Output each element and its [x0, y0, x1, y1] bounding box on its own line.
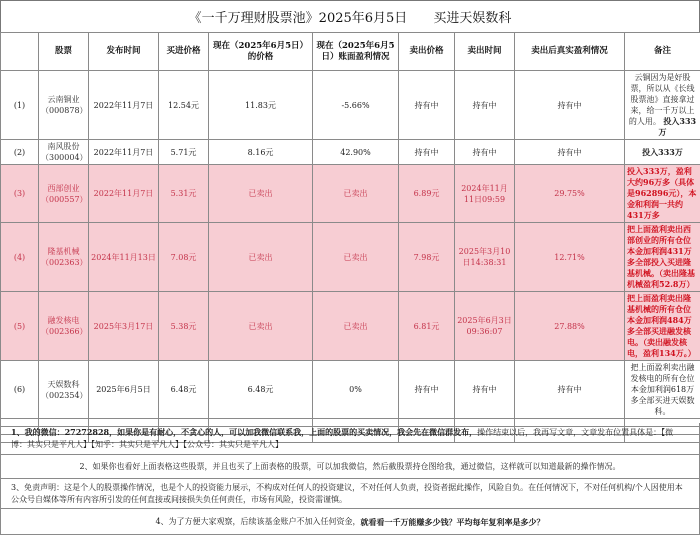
note1-group: 上面的股票的买卖情况，我会先在微信群发布，	[309, 427, 478, 437]
sell-time: 持有中	[455, 71, 515, 140]
book-profit: 0%	[313, 361, 399, 419]
row-index: (1)	[1, 71, 39, 140]
remark-text: 云铜因为是好股票，所以从《长线股票池》直接拿过来，给一千万以上的人用。	[628, 73, 695, 126]
buy-price: 5.71元	[159, 140, 209, 165]
header-remarks: 备注	[625, 33, 700, 71]
footer-note-4	[0, 509, 700, 535]
real-profit: 持有中	[515, 361, 625, 419]
header-publish-time: 发布时间	[89, 33, 159, 71]
note2-text: 2、如果你也看好上面表格这些股票，并且也买了上面表格的股票，可以加我微信，然后截股票持仓图给我，通过微信，这样就可以知道最新的操作情况。	[79, 461, 621, 471]
row-index: (5)	[1, 292, 39, 361]
header-sell-time: 卖出时间	[455, 33, 515, 71]
publish-time: 2025年6月5日	[89, 361, 159, 419]
sell-time: 持有中	[455, 140, 515, 165]
remark-cell: 把上面盈利卖出西部创业的所有仓位本金加利润431万多全部投入买进隆基机械。（卖出隆基机械盈利52.8万）	[625, 223, 700, 292]
buy-price: 5.38元	[159, 292, 209, 361]
header-real-profit: 卖出后真实盈利情况	[515, 33, 625, 71]
table-row	[1, 140, 700, 165]
current-price: 8.16元	[209, 140, 313, 165]
stock-name: 融发核电	[47, 316, 80, 325]
publish-time: 2022年11月7日	[89, 140, 159, 165]
sell-time: 2025年3月10日14:38:31	[455, 223, 515, 292]
header-stock: 股票	[39, 33, 89, 71]
row-index: (6)	[1, 361, 39, 419]
book-profit: 已卖出	[313, 223, 399, 292]
header-index	[1, 33, 39, 71]
header-sell-price: 卖出价格	[399, 33, 455, 71]
stock-cell	[39, 140, 89, 165]
sell-price: 持有中	[399, 140, 455, 165]
current-price: 6.48元	[209, 361, 313, 419]
sell-price: 6.89元	[399, 165, 455, 223]
note4-text-b: 就看看一千万能赚多少钱？平均每年复利率是多少？	[360, 516, 545, 527]
publish-time: 2022年11月7日	[89, 165, 159, 223]
title-sub: 买进天娱数科	[433, 11, 512, 26]
stock-cell	[39, 223, 89, 292]
note4-text-a: 4、为了方便大家观察，后续该基金账户不加入任何资金，	[155, 516, 361, 526]
row-index: (3)	[1, 165, 39, 223]
sell-time: 2025年6月3日09:36:07	[455, 292, 515, 361]
real-profit: 12.71%	[515, 223, 625, 292]
real-profit: 持有中	[515, 140, 625, 165]
table-row	[1, 292, 700, 361]
note1-platforms: 操作结束以后，我再写文章，文章发布位置具体是：【微博：其实只是平凡人】【知乎：其实只是平凡人】【公众号：其实只是平凡人】	[11, 428, 674, 449]
header-buy-price: 买进价格	[159, 33, 209, 71]
table-row	[1, 361, 700, 419]
remark-amount: 投入333万	[658, 116, 697, 137]
book-profit: -5.66%	[313, 71, 399, 140]
stock-code: （002366）	[41, 327, 88, 336]
remark-cell	[625, 71, 700, 140]
sell-price: 持有中	[399, 361, 455, 419]
stock-name: 云南铜业	[47, 95, 80, 104]
real-profit: 29.75%	[515, 165, 625, 223]
stock-name: 天娱数科	[47, 379, 80, 389]
title-main: 《一千万理财股票池》2025年6月5日	[188, 11, 408, 26]
buy-price: 7.08元	[159, 223, 209, 292]
table-row	[1, 223, 700, 292]
stock-name: 隆基机械	[47, 247, 80, 256]
buy-price: 6.48元	[159, 361, 209, 419]
book-profit: 42.90%	[313, 140, 399, 165]
row-index: (2)	[1, 140, 39, 165]
header-current-price: 现在（2025年6月5日）的价格	[209, 33, 313, 71]
stock-code: （002363）	[41, 258, 88, 267]
book-profit: 已卖出	[313, 292, 399, 361]
sell-price: 7.98元	[399, 223, 455, 292]
sell-price: 持有中	[399, 71, 455, 140]
buy-price: 5.31元	[159, 165, 209, 223]
remark-cell: 把上面盈利卖出融发核电的所有仓位本金加利润618万多全部买进天娱数科。	[625, 361, 700, 419]
current-price: 11.83元	[209, 71, 313, 140]
sell-price: 6.81元	[399, 292, 455, 361]
remark-amount: 投入333万	[642, 146, 683, 157]
stock-cell	[39, 361, 89, 419]
table-header-row	[1, 33, 700, 71]
book-profit: 已卖出	[313, 165, 399, 223]
current-price: 已卖出	[209, 223, 313, 292]
sell-time: 2024年11月11日09:59	[455, 165, 515, 223]
footer-note-2	[0, 455, 700, 479]
stock-cell	[39, 292, 89, 361]
stock-code: （300004）	[41, 153, 88, 162]
note3-disclaimer: 3、免责声明：这是个人的股票操作情况，也是个人的投资能力展示，不构成对任何人的投资建议，不对任何人负责，投资者据此操作，风险自负。在任何情况下，不对任何机构/个人因使用本公众号自媒体等所有内容所引发的任何直接或间接损失负任何责任，市场有风险，投资需谨慎。	[11, 482, 683, 504]
header-book-profit: 现在（2025年6月5日）账面盈利情况	[313, 33, 399, 71]
real-profit: 27.88%	[515, 292, 625, 361]
stock-code: （000557）	[41, 194, 88, 204]
current-price: 已卖出	[209, 292, 313, 361]
remark-cell: 投入333万，盈利大约96万多（具体是962896元），本金和利润一共约431万多	[625, 165, 700, 223]
publish-time: 2022年11月7日	[89, 71, 159, 140]
table-row	[1, 71, 700, 140]
stock-code: （002354）	[41, 390, 88, 400]
stock-name: 西部创业	[47, 183, 80, 193]
note1-wechat: 1、我的微信：27272828，如果你是有耐心，不贪心的人，可以加我微信联系我，	[11, 427, 310, 437]
row-index: (4)	[1, 223, 39, 292]
remark-cell	[625, 140, 700, 165]
publish-time: 2025年3月17日	[89, 292, 159, 361]
stock-code: （000878）	[41, 106, 88, 115]
remark-cell: 把上面盈利卖出隆基机械的所有仓位本金加利润484万多全部买进融发核电。（卖出融发核电，盈利134万。）	[625, 292, 700, 361]
publish-time: 2024年11月13日	[89, 223, 159, 292]
stock-cell	[39, 71, 89, 140]
page-title	[0, 0, 700, 32]
sell-time: 持有中	[455, 361, 515, 419]
buy-price: 12.54元	[159, 71, 209, 140]
real-profit: 持有中	[515, 71, 625, 140]
stock-table	[0, 32, 700, 443]
stock-cell	[39, 165, 89, 223]
stock-name: 南风股份	[47, 142, 80, 151]
footer-note-1	[0, 423, 700, 455]
current-price: 已卖出	[209, 165, 313, 223]
footer-note-3	[0, 479, 700, 509]
table-row	[1, 165, 700, 223]
